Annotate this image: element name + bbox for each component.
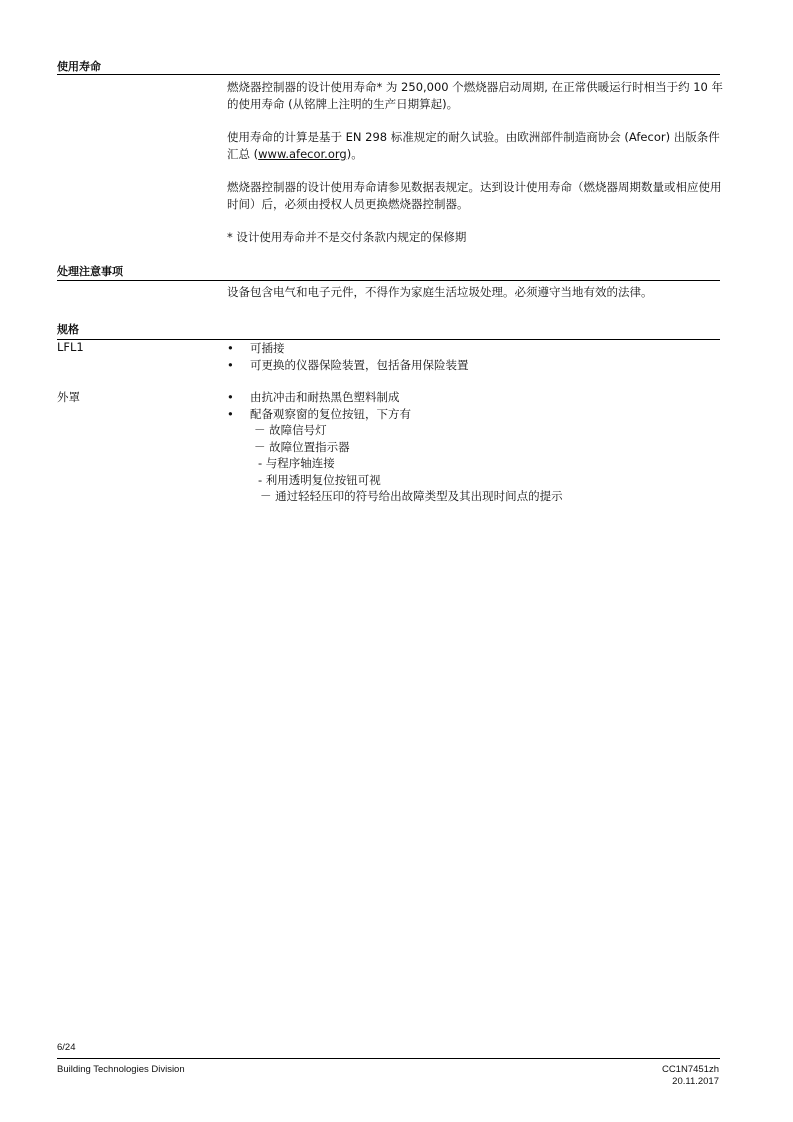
- housing-list: [227, 389, 727, 422]
- list-item: [227, 389, 727, 406]
- service-life-paragraph-1: 燃烧器控制器的设计使用寿命* 为 250,000 个燃烧器启动周期, 在正常供暖运行时相当于约 10 年的使用寿命 (从铭牌上注明的生产日期算起)。: [227, 80, 724, 111]
- afecor-link[interactable]: www.afecor.org: [258, 146, 347, 161]
- section-title-disposal: 处理注意事项: [57, 265, 123, 278]
- sub-item: － 通过轻轻压印的符号给出故障类型及其出现时间点的提示: [260, 489, 563, 503]
- page-number: 6/24: [57, 1042, 76, 1053]
- sub-item: － 故障位置指示器: [254, 439, 350, 454]
- sub-item: - 利用透明复位按钮可视: [258, 472, 381, 487]
- service-life-paragraph-3: 燃烧器控制器的设计使用寿命请参见数据表规定。达到设计使用寿命（燃烧器周期数量或相应使用时间）后，必须由授权人员更换燃烧器控制器。: [227, 180, 722, 211]
- sub-item: - 与程序轴连接: [258, 456, 335, 470]
- service-life-paragraph-2: [227, 129, 727, 162]
- section-title-service-life: 使用寿命: [57, 60, 101, 73]
- disposal-text: 设备包含电气和电子元件，不得作为家庭生活垃圾处理。必须遵守当地有效的法律。: [227, 285, 653, 299]
- list-item: [227, 340, 727, 357]
- list-item-text: 由抗冲击和耐热黑色塑料制成: [250, 390, 400, 404]
- lfl1-label: LFL1: [57, 340, 84, 354]
- footer-doc-info: [662, 1064, 719, 1088]
- list-item: [227, 357, 727, 374]
- sub-item: － 故障信号灯: [254, 423, 327, 437]
- paragraph-2-text: 使用寿命的计算是基于 EN 298 标准规定的耐久试验。由欧洲部件制造商协会 (Afecor) 出版条件汇总 (: [227, 130, 720, 161]
- housing-sublist: [254, 422, 563, 505]
- bullet: •: [227, 390, 234, 404]
- housing-label: 外罩: [57, 390, 80, 404]
- list-item-text: 可更换的仪器保险装置，包括备用保险装置: [250, 357, 469, 372]
- bullet: •: [227, 357, 234, 372]
- list-item-text: 可插接: [250, 341, 285, 355]
- document-date: 20.11.2017: [672, 1076, 719, 1087]
- section-title-specs: 规格: [57, 323, 79, 336]
- footer-rule: [57, 1058, 720, 1059]
- section-rule: [57, 74, 720, 75]
- service-life-body: [227, 79, 727, 246]
- lfl1-list: [227, 340, 727, 373]
- bullet: •: [227, 406, 234, 421]
- bullet: •: [227, 341, 234, 355]
- paragraph-2-tail: )。: [346, 146, 363, 161]
- service-life-footnote: * 设计使用寿命并不是交付条款内规定的保修期: [227, 230, 467, 244]
- section-rule: [57, 280, 720, 281]
- footer-division: Building Technologies Division: [57, 1064, 185, 1075]
- document-id: CC1N7451zh: [661, 1064, 719, 1075]
- list-item-text: 配备观察窗的复位按钮，下方有: [250, 406, 411, 421]
- list-item: [227, 406, 727, 423]
